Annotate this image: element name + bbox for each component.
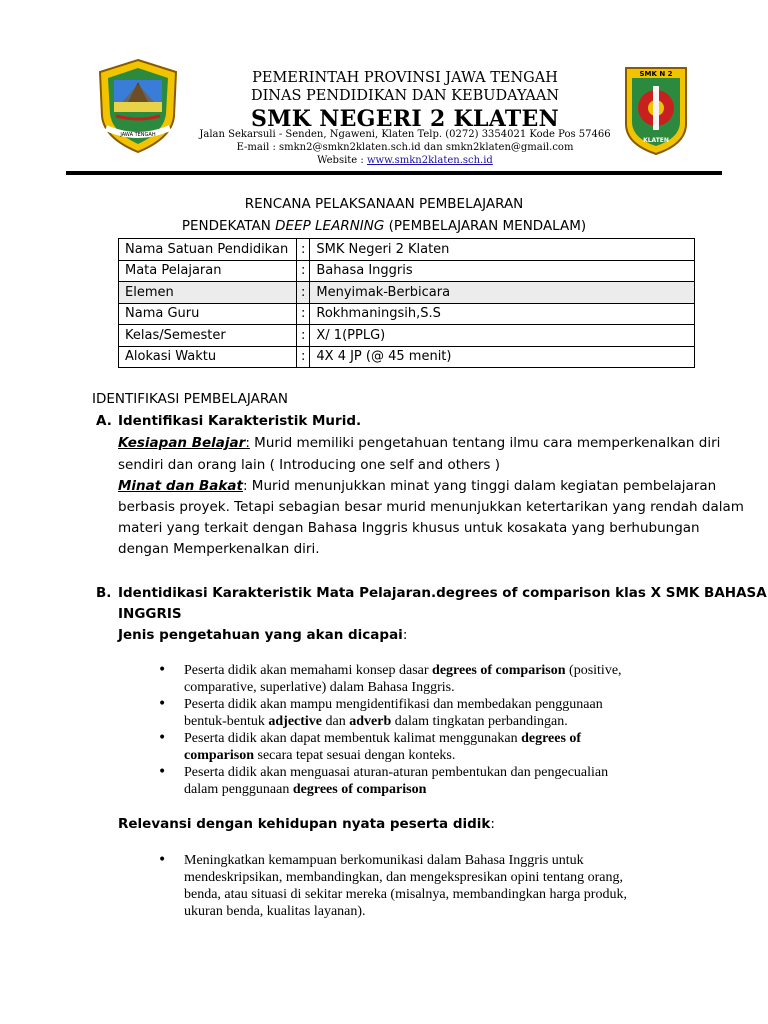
table-sep: :: [297, 346, 310, 368]
table-sep: :: [297, 282, 310, 304]
letterhead-department: DINAS PENDIDIKAN DAN KEBUDAYAAN: [250, 88, 560, 104]
subtitle-italic: DEEP LEARNING: [275, 218, 385, 234]
relevansi-heading: [118, 816, 495, 832]
table-row: [119, 282, 695, 304]
table-label: Mata Pelajaran: [119, 260, 297, 282]
relevansi-line-1: Meningkatkan kemampuan berkomunikasi dalam Bahasa Inggris untuk: [184, 853, 584, 868]
table-value: Rokhmaningsih,S.S: [310, 303, 695, 325]
table-sep: :: [297, 325, 310, 347]
table-value: Menyimak-Berbicara: [310, 282, 695, 304]
table-row: [119, 303, 695, 325]
jenis-colon: :: [402, 627, 408, 643]
relevansi-label: Relevansi dengan kehidupan nyata peserta didik: [118, 816, 491, 832]
subtitle-prefix: PENDEKATAN: [181, 218, 276, 234]
kesiapan-line-1: [118, 435, 721, 451]
relevansi-colon: :: [490, 816, 495, 832]
document-subtitle: [0, 218, 768, 234]
b1-bold: degrees of comparison: [432, 663, 566, 678]
b2-bold1: adjective: [268, 714, 323, 729]
relevansi-line-2: mendeskripsikan, membandingkan, dan mengekspresikan opini tentang orang,: [184, 870, 623, 885]
b3-pre: Peserta didik akan dapat membentuk kalimat menggunakan: [184, 731, 522, 746]
subtitle-suffix: (PEMBELAJARAN MENDALAM): [384, 218, 587, 234]
smkn2-klaten-logo: [620, 62, 692, 158]
table-row: [119, 346, 695, 368]
letterhead-government: PEMERINTAH PROVINSI JAWA TENGAH: [252, 70, 558, 86]
bullet-4-line-2: [184, 782, 426, 798]
minat-line-1: [118, 478, 717, 494]
table-label: Nama Guru: [119, 303, 297, 325]
bullet-4-line-1: Peserta didik akan menguasai aturan-aturan pembentukan dan pengecualian: [184, 765, 609, 780]
jenis-heading: [118, 627, 407, 643]
bullet-icon: •: [158, 662, 167, 678]
kesiapan-label: Kesiapan Belajar: [118, 435, 246, 451]
b3-bold2: comparison: [184, 748, 254, 763]
table-row: [119, 260, 695, 282]
section-b-marker: B.: [96, 585, 112, 601]
section-heading: IDENTIFIKASI PEMBELAJARAN: [92, 391, 288, 407]
table-value: SMK Negeri 2 Klaten: [310, 239, 695, 261]
minat-line-2: berbasis proyek. Tetapi sebagian besar murid menunjukkan ketertarikan yang rendah dalam: [118, 499, 744, 515]
b3-bold: degrees of: [521, 731, 582, 746]
minat-label: Minat dan Bakat: [118, 478, 243, 494]
section-a-title: Identifikasi Karakteristik Murid.: [118, 413, 362, 429]
minat-line-4: dengan Memperkenalkan diri.: [118, 541, 320, 557]
letterhead-school-name: SMK NEGERI 2 KLATEN: [250, 106, 560, 132]
bullet-icon: •: [158, 696, 167, 712]
jawa-tengah-seal-logo: [92, 58, 184, 154]
table-value: X/ 1(PPLG): [310, 325, 695, 347]
table-sep: :: [297, 303, 310, 325]
b2-post: dalam tingkatan perbandingan.: [391, 714, 568, 729]
table-label: Kelas/Semester: [119, 325, 297, 347]
section-a-marker: A.: [96, 413, 112, 429]
bullet-3-line-1: [184, 731, 581, 747]
jenis-label: Jenis pengetahuan yang akan dicapai: [118, 627, 403, 643]
b3-post: secara tepat sesuai dengan konteks.: [254, 748, 456, 763]
b2-bold2: adverb: [349, 714, 392, 729]
website-link[interactable]: www.smkn2klaten.sch.id: [366, 155, 493, 166]
table-label: Elemen: [119, 282, 297, 304]
bullet-icon: •: [158, 764, 167, 780]
bullet-1-line-1: [184, 663, 622, 679]
b4-pre: dalam penggunaan: [184, 782, 293, 797]
b2-mid: dan: [322, 714, 350, 729]
section-b-title-2: INGGRIS: [118, 606, 182, 622]
info-table: [118, 238, 695, 368]
table-row: [119, 325, 695, 347]
bullet-3-line-2: [184, 748, 455, 764]
table-sep: :: [297, 260, 310, 282]
b4-bold: degrees of comparison: [292, 782, 427, 797]
relevansi-line-4: ukuran benda, kualitas layanan).: [184, 904, 366, 919]
bullet-2-line-1: Peserta didik akan mampu mengidentifikasi dan membedakan penggunaan: [184, 697, 603, 712]
bullet-icon: •: [158, 852, 167, 868]
kesiapan-colon: :: [245, 435, 250, 451]
letterhead-email: E-mail : smkn2@smkn2klaten.sch.id dan smkn2klaten@gmail.com: [236, 142, 574, 153]
letterhead-divider: [66, 171, 722, 175]
letterhead-address: Jalan Sekarsuli - Senden, Ngaweni, Klaten Telp. (0272) 3354021 Kode Pos 57466: [199, 129, 611, 140]
b2-pre: bentuk-bentuk: [184, 714, 269, 729]
bullet-2-line-2: [184, 714, 568, 730]
table-label: Nama Satuan Pendidikan: [119, 239, 297, 261]
website-label: Website :: [317, 155, 367, 166]
relevansi-line-3: benda, atau situasi di sekitar mereka (misalnya, membandingkan harga produk,: [184, 887, 627, 902]
section-b-title-1: Identidikasi Karakteristik Mata Pelajaran.degrees of comparison klas X SMK BAHASA: [118, 585, 767, 601]
bullet-1-line-2: comparative, superlative) dalam Bahasa Inggris.: [184, 680, 455, 695]
letterhead-website: [190, 155, 620, 166]
table-sep: :: [297, 239, 310, 261]
b1-post: (positive,: [565, 663, 622, 678]
table-row: [119, 239, 695, 261]
bullet-icon: •: [158, 730, 167, 746]
kesiapan-text-1: Murid memiliki pengetahuan tentang ilmu cara memperkenalkan diri: [249, 435, 721, 451]
table-label: Alokasi Waktu: [119, 346, 297, 368]
b1-text: Peserta didik akan memahami konsep dasar: [184, 663, 433, 678]
table-value: Bahasa Inggris: [310, 260, 695, 282]
minat-text-1: : Murid menunjukkan minat yang tinggi dalam kegiatan pembelajaran: [242, 478, 717, 494]
minat-line-3: materi yang terkait dengan Bahasa Inggris khusus untuk kosakata yang berhubungan: [118, 520, 700, 536]
document-title: RENCANA PELAKSANAAN PEMBELAJARAN: [244, 196, 524, 212]
seal-ribbon-text: JAWA TENGAH: [120, 132, 156, 138]
logo-right-bottom-text: KLATEN: [643, 137, 669, 144]
kesiapan-line-2: sendiri dan orang lain ( Introducing one self and others ): [118, 457, 501, 473]
logo-right-top-text: SMK N 2: [639, 70, 673, 78]
table-value: 4X 4 JP (@ 45 menit): [310, 346, 695, 368]
